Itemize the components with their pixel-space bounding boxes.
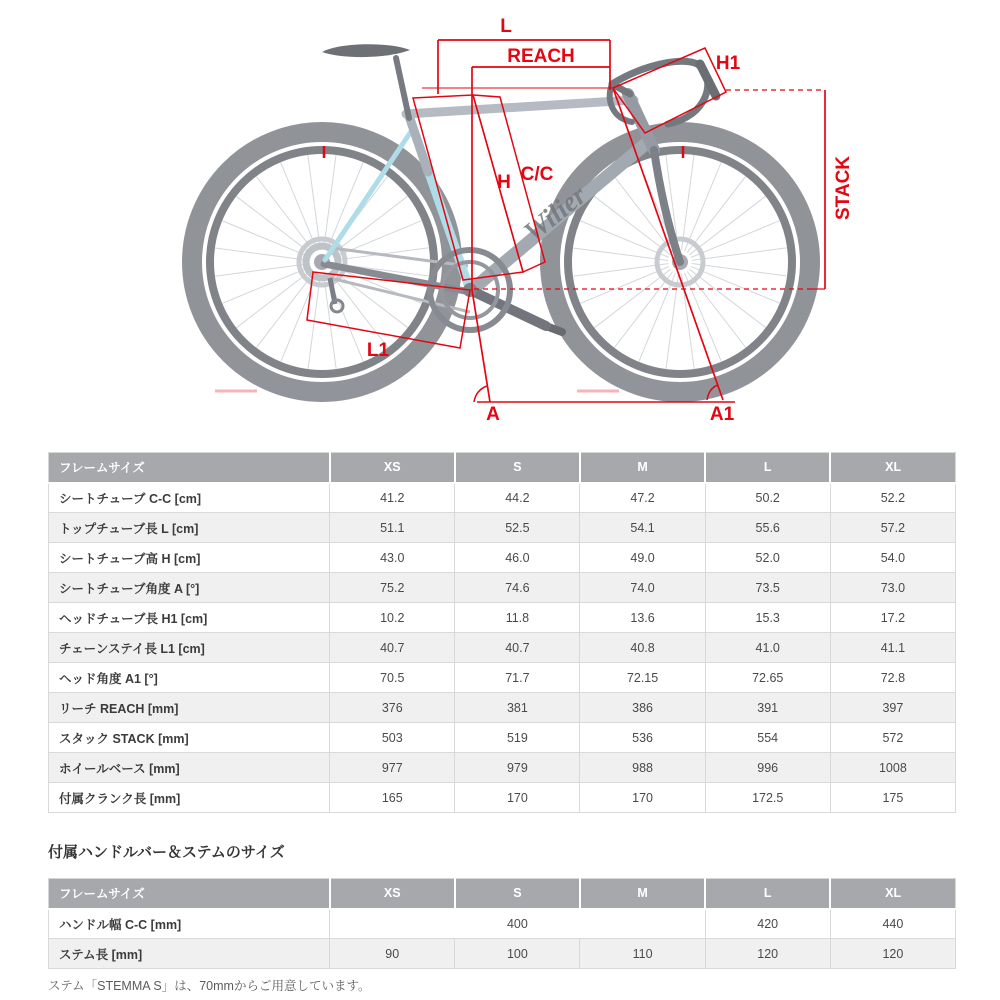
table-row [49,723,956,753]
value-cell: 572 [830,723,955,753]
value-cell: 391 [705,693,830,723]
value-cell: 386 [580,693,705,723]
value-cell: 172.5 [705,783,830,813]
row-label: トップチューブ長 L [cm] [49,513,330,543]
table-row [49,573,956,603]
value-cell: 11.8 [455,603,580,633]
table-row [49,909,956,939]
label-top-tube-length: L [500,16,512,37]
value-cell: 73.5 [705,573,830,603]
label-seat-tube-cc: C/C [520,164,554,185]
table-row [49,513,956,543]
top-tube [406,100,634,114]
table-row [49,483,956,513]
seat-angle-line [472,290,490,402]
value-cell: 996 [705,753,830,783]
value-cell: 977 [330,753,455,783]
spoke [324,155,336,250]
row-label: ヘッドチューブ長 H1 [cm] [49,603,330,633]
spoke [666,274,678,369]
table-header-row [49,453,956,483]
size-column-header: XL [830,879,955,909]
row-label: ハンドル幅 C-C [mm] [49,909,330,939]
value-cell: 554 [705,723,830,753]
row-label: ヘッド角度 A1 [°] [49,663,330,693]
value-cell: 90 [330,939,455,969]
spoke [691,221,780,258]
spoke [281,162,318,251]
spoke [692,264,787,276]
value-cell: 400 [330,909,705,939]
value-cell: 55.6 [705,513,830,543]
spoke [594,196,670,254]
value-cell: 376 [330,693,455,723]
spoke [682,155,694,250]
spoke [236,269,312,328]
spoke [580,221,669,258]
row-label: 付属クランク長 [mm] [49,783,330,813]
spoke [222,221,311,258]
value-cell: 70.5 [330,663,455,693]
value-cell: 988 [580,753,705,783]
row-label: リーチ REACH [mm] [49,693,330,723]
table-row [49,633,956,663]
geometry-table [48,452,956,813]
spoke [594,269,670,328]
value-cell: 10.2 [330,603,455,633]
value-cell: 120 [705,939,830,969]
spoke [690,269,766,327]
bike-geometry-svg [0,0,1000,446]
value-cell: 519 [455,723,580,753]
seatpost [396,58,409,118]
value-cell: 175 [830,783,955,813]
value-cell: 52.0 [705,543,830,573]
value-cell: 47.2 [580,483,705,513]
value-cell: 1008 [830,753,955,783]
spoke [685,162,722,251]
stem-footnote: ステム「STEMMA S」は、70mmからご用意しています。 [48,979,371,993]
stem-table [48,878,956,969]
size-column-header: XL [830,453,955,483]
spoke [329,272,388,348]
row-label: シートチューブ高 H [cm] [49,543,330,573]
value-cell: 71.7 [455,663,580,693]
value-cell: 170 [580,783,705,813]
value-cell: 49.0 [580,543,705,573]
size-column-header: XS [330,453,455,483]
value-cell: 52.5 [455,513,580,543]
table-row [49,939,956,969]
value-cell: 74.0 [580,573,705,603]
value-cell: 75.2 [330,573,455,603]
value-cell: 979 [455,753,580,783]
value-cell: 41.2 [330,483,455,513]
value-cell: 40.7 [455,633,580,663]
row-label: シートチューブ角度 A [°] [49,573,330,603]
value-cell: 52.2 [830,483,955,513]
value-cell: 17.2 [830,603,955,633]
value-cell: 41.1 [830,633,955,663]
value-cell: 72.8 [830,663,955,693]
table-header-row [49,879,956,909]
stem-section-title: 付属ハンドルバー＆ステムのサイズ [48,844,285,861]
spoke [256,176,315,252]
spoke [573,264,668,277]
value-cell: 440 [830,909,955,939]
size-column-header: L [705,453,830,483]
size-column-header: M [580,453,705,483]
stem-section [48,841,956,1000]
spoke [222,267,311,304]
value-cell: 40.7 [330,633,455,663]
geometry-table-body [49,483,956,813]
frame-size-header: フレームサイズ [49,453,330,483]
spoke [580,267,669,304]
spoke [690,196,766,255]
value-cell: 420 [705,909,830,939]
row-label: シートチューブ C-C [cm] [49,483,330,513]
label-chainstay-length: L1 [366,340,390,361]
value-cell: 72.65 [705,663,830,693]
spoke [687,272,746,348]
value-cell: 46.0 [455,543,580,573]
label-reach: REACH [507,46,575,67]
value-cell: 170 [455,783,580,813]
spoke [332,196,408,255]
value-cell: 13.6 [580,603,705,633]
value-cell: 54.0 [830,543,955,573]
value-cell: 41.0 [705,633,830,663]
spoke [256,272,314,348]
table-row [49,693,956,723]
value-cell: 51.1 [330,513,455,543]
spoke [614,272,672,348]
row-label: スタック STACK [mm] [49,723,330,753]
value-cell: 381 [455,693,580,723]
value-cell: 100 [455,939,580,969]
spoke [215,248,310,260]
size-column-header: S [455,879,580,909]
value-cell: 43.0 [330,543,455,573]
value-cell: 165 [330,783,455,813]
value-cell: 15.3 [705,603,830,633]
value-cell: 50.2 [705,483,830,513]
label-seat-tube-height: H [497,172,511,193]
spoke [692,248,787,261]
value-cell: 73.0 [830,573,955,603]
geometry-diagram [0,0,1000,446]
value-cell: 54.1 [580,513,705,543]
spoke [685,273,722,362]
spoke [215,264,310,277]
size-column-header: M [580,879,705,909]
brand-logo: Wilier [518,179,593,249]
seat-angle-arc [474,386,487,402]
label-stack: STACK [833,155,854,221]
value-cell: 74.6 [455,573,580,603]
table-row [49,543,956,573]
table-row [49,663,956,693]
label-head-angle: A1 [709,404,735,425]
table-row [49,753,956,783]
spoke [327,162,364,251]
value-cell: 536 [580,723,705,753]
table-row [49,783,956,813]
spoke [639,273,676,362]
spoke [691,267,780,304]
spoke [236,196,312,254]
size-column-header: L [705,879,830,909]
value-cell: 72.15 [580,663,705,693]
value-cell: 57.2 [830,513,955,543]
row-label: ステム長 [mm] [49,939,330,969]
spoke [573,248,668,260]
spoke [308,155,321,250]
table-row [49,603,956,633]
value-cell: 40.8 [580,633,705,663]
label-seat-tube-angle: A [486,404,500,425]
value-cell: 110 [580,939,705,969]
value-cell: 503 [330,723,455,753]
size-column-header: XS [330,879,455,909]
row-label: チェーンステイ長 L1 [cm] [49,633,330,663]
value-cell: 397 [830,693,955,723]
stem-table-body [49,909,956,969]
value-cell: 120 [830,939,955,969]
geometry-table-section [48,452,956,813]
value-cell: 44.2 [455,483,580,513]
size-column-header: S [455,453,580,483]
spoke [687,176,745,252]
row-label: ホイールベース [mm] [49,753,330,783]
frame-size-header: フレームサイズ [49,879,330,909]
label-head-tube-length: H1 [715,53,741,74]
